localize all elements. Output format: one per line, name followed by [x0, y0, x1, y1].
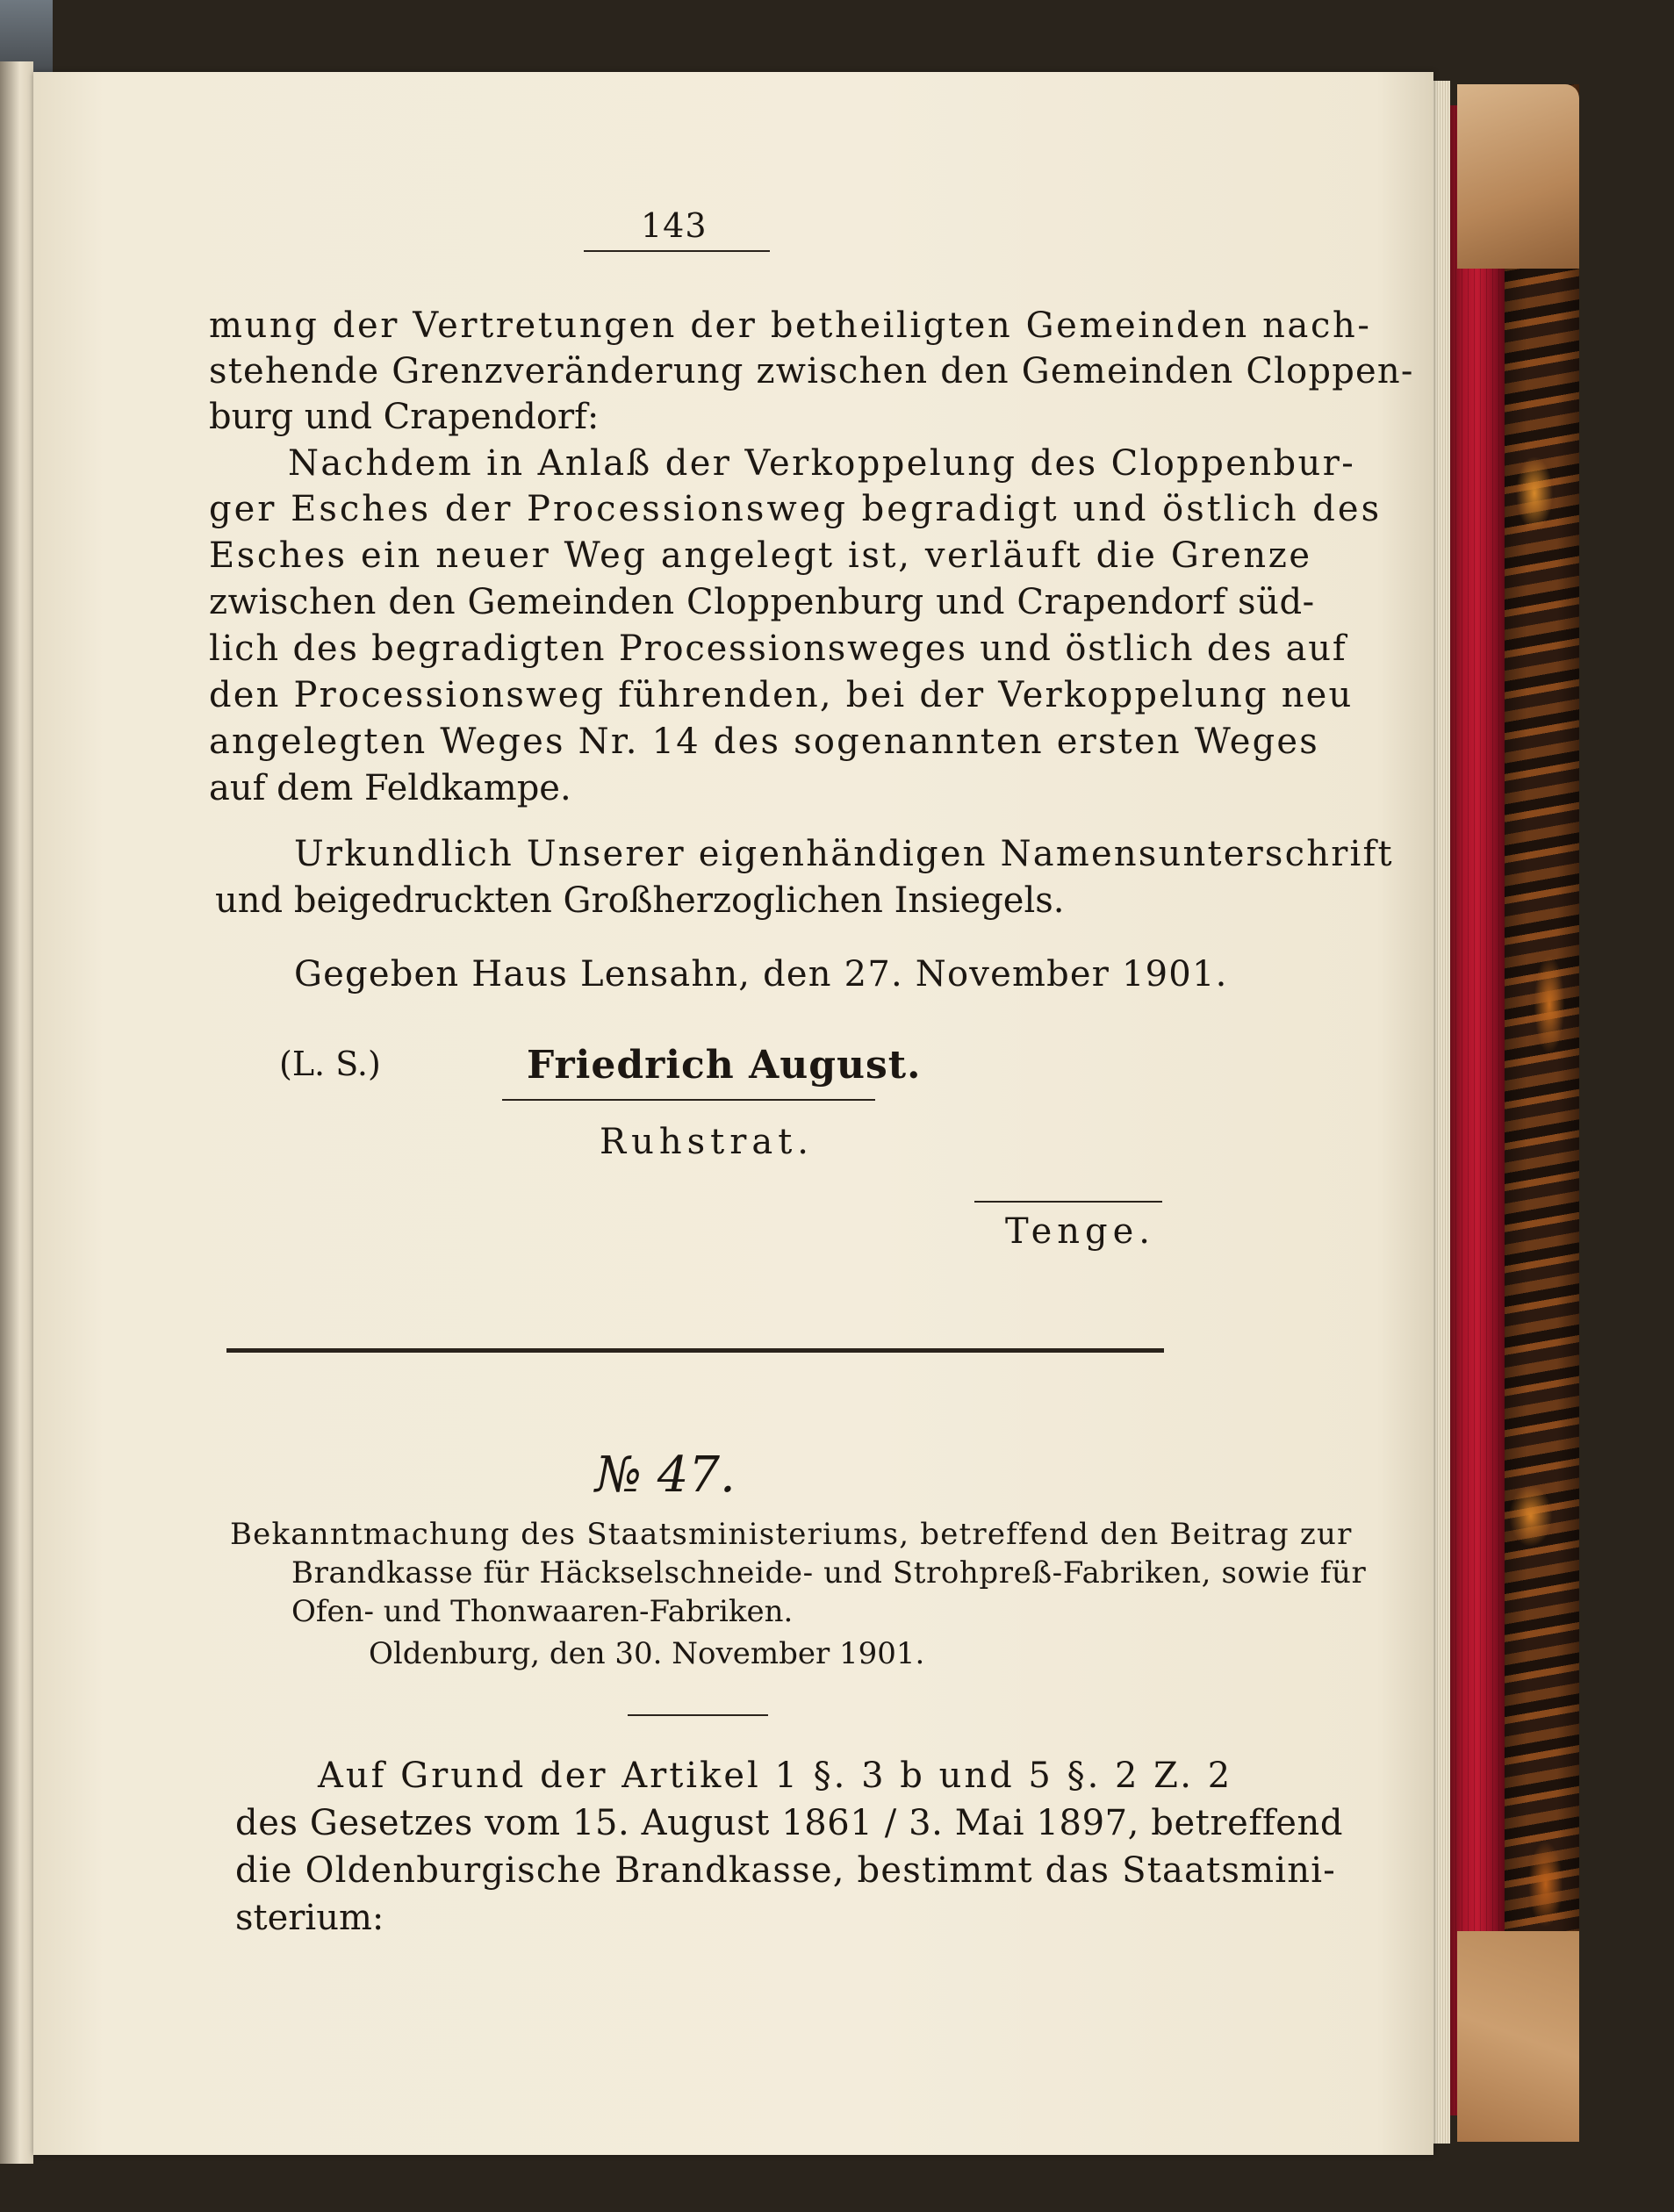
text-line: die Oldenburgische Brandkasse, bestimmt das Staatsmini- [235, 1850, 1336, 1891]
page-number: 143 [641, 206, 708, 245]
text-line: Urkundlich Unserer eigenhändigen Namensunterschrift [294, 834, 1394, 874]
section-title-line: Ofen- und Thonwaaren-Fabriken. [291, 1594, 794, 1629]
page-number-rule [584, 250, 770, 252]
given-line: Gegeben Haus Lensahn, den 27. November 1901. [294, 954, 1228, 995]
text-line: sterium: [235, 1898, 384, 1938]
left-page-edge [0, 61, 33, 2164]
text-line: auf dem Feldkampe. [209, 768, 571, 808]
section-number: № 47. [595, 1447, 736, 1504]
signatory-friedrich-august: Friedrich August. [527, 1043, 922, 1088]
text-line: ger Esches der Processionsweg begradigt und östlich des [209, 489, 1383, 529]
text-line: mung der Vertretungen der betheiligten Gemeinden nach- [209, 305, 1372, 346]
text-line: Nachdem in Anlaß der Verkoppelung des Cloppenbur- [288, 443, 1356, 484]
signatory-ruhstrat: Ruhstrat. [600, 1122, 814, 1162]
leather-corner-top [1457, 84, 1579, 269]
section-title-line: Brandkasse für Häckselschneide- und Strohpreß-Fabriken, sowie für [291, 1555, 1367, 1591]
text-line: des Gesetzes vom 15. August 1861 / 3. Mai 1897, betreffend [235, 1803, 1344, 1843]
leather-corner-bottom [1457, 1931, 1579, 2142]
text-line: angelegten Weges Nr. 14 des sogenannten ersten Weges [209, 722, 1320, 762]
red-page-edge [1450, 105, 1505, 2115]
section-divider [226, 1348, 1164, 1353]
cover-shading [1505, 84, 1579, 2129]
section-dateline: Oldenburg, den 30. November 1901. [369, 1636, 925, 1671]
text-line: zwischen den Gemeinden Cloppenburg und Crapendorf süd- [209, 582, 1315, 622]
text-line: und beigedruckten Großherzoglichen Insiegels. [215, 880, 1065, 921]
signatory-tenge: Tenge. [1005, 1211, 1155, 1252]
text-line: lich des begradigten Processionsweges und östlich des auf [209, 628, 1347, 669]
text-line: den Processionsweg führenden, bei der Verkoppelung neu [209, 675, 1354, 715]
signature-rule [502, 1099, 875, 1101]
section-title-line: Bekanntmachung des Staatsministeriums, betreffend den Beitrag zur [230, 1517, 1353, 1552]
text-line: Auf Grund der Artikel 1 §. 3 b und 5 §. 2 Z. 2 [318, 1756, 1233, 1796]
text-line: Esches ein neuer Weg angelegt ist, verläuft die Grenze [209, 535, 1312, 576]
section-short-rule [628, 1714, 768, 1716]
seal-mark: (L. S.) [279, 1045, 381, 1083]
page-stack-edge [1433, 81, 1450, 2144]
text-line: stehende Grenzveränderung zwischen den Gemeinden Cloppen- [209, 351, 1414, 391]
signature-rule-second [974, 1201, 1162, 1203]
text-line: burg und Crapendorf: [209, 397, 600, 437]
